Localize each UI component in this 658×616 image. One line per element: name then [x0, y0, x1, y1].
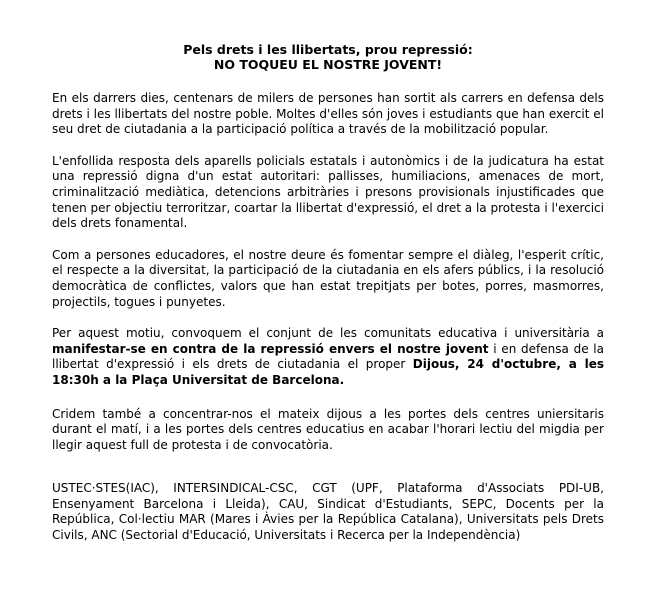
paragraph-3: Com a persones educadores, el nostre deure és fomentar sempre el diàleg, l'esperit crític, el respecte a la diversitat, la participació de la ciutadania en els afers públics, i la resolució democràtica de conflictes, valors que han estat trepitjats per botes, porres, masmorres, projectils, togues i punyetes. [52, 247, 604, 309]
paragraph-5: Cridem també a concentrar-nos el mateix dijous a les portes dels centres uniersitaris durant el matí, i a les portes dels centres educatius en acabar l'horari lectiu del migdia per llegir aquest full de protesta i de convocatòria. [52, 406, 604, 452]
paragraph-4-bold-1: manifestar-se en contra de la repressió envers el nostre jovent [52, 341, 489, 356]
paragraph-1: En els darrers dies, centenars de milers de persones han sortit als carrers en defensa dels drets i les llibertats del nostre poble. Moltes d'elles són joves i estudiants que han exercit el seu dret de ciutadania a la participació política a través de la mobilització popular. [52, 91, 604, 137]
document-title [52, 42, 604, 72]
paragraph-4-bold-2: Dijous, 24 d'octubre, a les 18:30h a la Plaça Universitat de Barcelona. [52, 357, 604, 387]
paragraph-4-text-1: Per aquest motiu, convoquem el conjunt de les comunitats educativa i universitària a [52, 326, 604, 341]
title-line-1: Pels drets i les llibertats, prou repressió: [183, 42, 473, 57]
paragraph-4-text-2: i en defensa de la llibertat d'expressió i els drets de ciutadania el proper [52, 341, 604, 372]
paragraph-2: L'enfollida resposta dels aparells policials estatals i autonòmics i de la judicatura ha estat una repressió digna d'un estat autoritari: pallisses, humiliacions, amenaces de mort, criminalització mediàtica, detencions arbitràries i presons provisionals injustificades que tenen per objectiu terroritzar, coartar la llibertat d'expressió, el dret a la protesta i l'exercici dels drets fonamental. [52, 153, 604, 231]
paragraph-4 [52, 326, 604, 388]
signatories: USTEC·STES(IAC), INTERSINDICAL-CSC, CGT (UPF, Plataforma d'Associats PDI-UB, Ensenyament Barcelona i Lleida), CAU, Sindicat d'Estudiants, SEPC, Docents per la República, Col·lectiu MAR (Mares i Àvies per la República Catalana), Universitats pels Drets Civils, ANC (Sectorial d'Educació, Universitats i Recerca per la Independència) [52, 481, 604, 543]
document [52, 42, 604, 560]
title-line-2: NO TOQUEU EL NOSTRE JOVENT! [213, 57, 443, 72]
